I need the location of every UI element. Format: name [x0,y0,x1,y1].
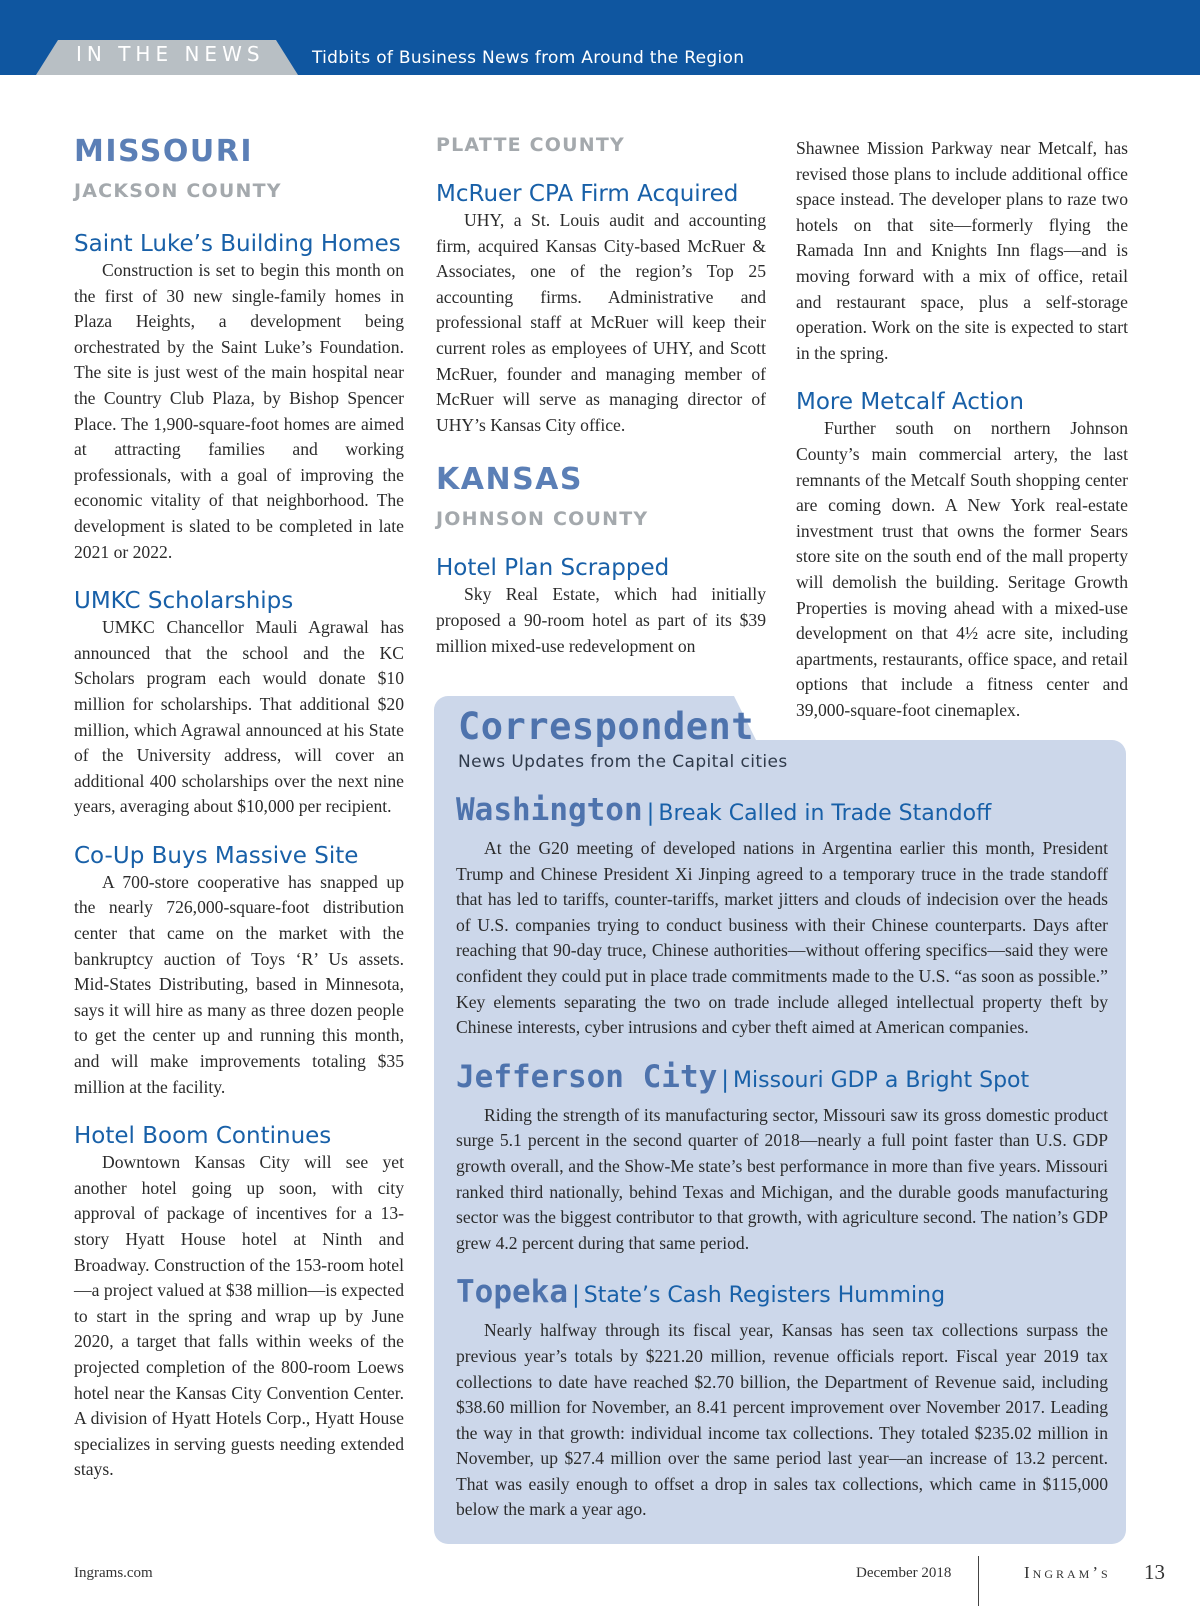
dispatch-body: At the G20 meeting of developed nations in Argentina earlier this month, President Trump and Chinese President Xi Jinping agreed to a temporary truce in the trade standoff that has led to tariffs, counter-tariffs, market jitters and clouds of indecision over the heads of U.S. companies trying to conduct business with their Chinese counterparts. Days after reaching that 90-day truce, Chinese authorities—without offering specifics—said they were confident they could put in place trade commitments made to the U.S. “as soon as possible.” Key elements separating the two on trade include alleged intellectual property theft by Chinese interests, cyber intrusions and cyber theft aimed at American companies. [456,838,1108,1038]
article-body: A 700-store cooperative has snapped up the nearly 726,000-square-foot distribution center that came on the market with the bankruptcy auction of Toys ‘R’ Us assets. Mid-States Distributing, based in Minnesota, says it will hire as many as three dozen people to get the center up and running this month, and will make improvements totaling $35 million at the facility. [74,871,404,1097]
dispatch-city: Washington [456,792,643,828]
section-label: IN THE NEWS [76,42,265,66]
article-body: Downtown Kansas City will see yet another hotel going up soon, with city approval of package of incentives for a 13-story Hyatt House hotel at Ninth and Broadway. Construction of the 153-room hotel—a project valued at $38 million—is expected to start in the spring and wrap up by June 2020, a target that falls within weeks of the projected completion of the 800-room Loews hotel near the Kansas City Convention Center. A division of Hyatt Hotels Corp., Hyatt House specializes in serving guests needing extended stays. [74,1152,404,1480]
article-headline: More Metcalf Action [796,389,1024,416]
dispatch-headline: Break Called in Trade Standoff [658,801,992,826]
state-heading-kansas: KANSAS [436,462,584,498]
dispatch-body: Riding the strength of its manufacturing sector, Missouri saw its gross domestic product surge 5.1 percent in the second quarter of 2018—nearly a full point faster than U.S. GDP growth overall, and the Show-Me state’s best performance in more than five years. Missouri ranked third nationally, behind Texas and Michigan, and the durable goods manufacturing sector was the biggest contributor to that growth, with agriculture second. The nation’s GDP grew 4.2 percent during that same period. [456,1104,1108,1253]
article-headline: Hotel Plan Scrapped [436,555,670,582]
middle-column [436,132,766,659]
banner-tagline: Tidbits of Business News from Around the Region [312,48,745,68]
correspondent-subtitle: News Updates from the Capital cities [458,752,788,772]
dispatch-heading [456,792,1108,834]
article-headline: Co-Up Buys Massive Site [74,842,359,869]
article-body: UHY, a St. Louis audit and accounting firm, acquired Kansas City-based McRuer & Associates, one of the region’s Top 25 accounting firms. Administrative and professional staff at McRuer will keep their current roles as employees of UHY, and Scott McRuer, founder and managing member of McRuer will serve as managing director of UHY’s Kansas City office. [436,210,766,435]
missouri-column [74,132,404,1483]
state-heading-missouri: MISSOURI [74,134,254,169]
correspondent-title: Correspondent [458,705,755,748]
correspondent-content [456,792,1108,1541]
footer-magazine: Ingram’s [1024,1563,1111,1582]
dispatch-body: Nearly halfway through its fiscal year, Kansas has seen tax collections surpass the previous year’s totals by $221.20 million, revenue officials report. Fiscal year 2019 tax collections to date have reached $2.70 billion, the Department of Revenue said, including $38.60 million for November, an 8.41 percent improvement over November 2017. Leading the way in that growth: individual income tax collections. They totaled $235.02 million in November, up $27.4 million over the same period last year—an increase of 13.2 percent. That was easily enough to offset a drop in sales tax collections, which came in $115,000 below the mark a year ago. [456,1320,1108,1520]
footer-date: December 2018 [856,1565,952,1581]
page-number: 13 [1144,1560,1165,1584]
dispatch-city: Jefferson City [456,1058,718,1095]
county-heading-platte: PLATTE COUNTY [436,134,625,156]
dispatch-separator: | [646,800,655,826]
footer-divider [978,1556,979,1606]
county-heading-johnson: JOHNSON COUNTY [436,508,649,531]
dispatch-headline: Missouri GDP a Bright Spot [733,1067,1030,1093]
article-headline: Saint Luke’s Building Homes [74,231,401,257]
article-body: UMKC Chancellor Mauli Agrawal has announced that the school and the KC Scholars program each would donate $10 million for scholarships. That additional $20 million, which Agrawal announced at his State of the University address, will cover an additional 400 scholarships over the next nine years, averaging about $10,000 per recipient. [74,617,404,817]
article-body: Construction is set to begin this month on the first of 30 new single-family homes in Plaza Heights, a development being orchestrated by the Saint Luke’s Foundation. The site is just west of the main hospital near the Country Club Plaza, by Bishop Spencer Place. The 1,900-square-foot homes are aimed at attracting families and working professionals, with a goal of improving the economic vitality of that neighborhood. The development is slated to be completed in late 2021 or 2022. [74,260,404,562]
dispatch-heading [456,1274,1108,1316]
article-body: Sky Real Estate, which had initially proposed a 90-room hotel as part of its $39 million mixed-use redevelopment on [436,584,766,656]
article-headline: McRuer CPA Firm Acquired [436,181,739,207]
article-headline: UMKC Scholarships [74,588,294,615]
right-column [796,136,1128,723]
article-headline: Hotel Boom Continues [74,1123,332,1150]
dispatch-city: Topeka [456,1274,568,1311]
dispatch-headline: State’s Cash Registers Humming [583,1283,946,1309]
article-body: Further south on northern Johnson County’s main commercial artery, the last remnants of the Metcalf South shopping center are coming down. A New York real-estate investment trust that owns the former Sears store site on the south end of the mall property will demolish the building. Seritage Growth Properties is moving ahead with a mixed-use development on that 4½ acre site, including apartments, restaurants, office space, and retail options that include a fitness center and 39,000-square-foot cinemaplex. [796,418,1128,720]
dispatch-separator: | [571,1282,580,1309]
county-heading-jackson: JACKSON COUNTY [74,180,282,202]
dispatch-heading [456,1059,1108,1101]
dispatch-separator: | [721,1066,730,1093]
article-body-continued: Shawnee Mission Parkway near Metcalf, has revised those plans to include additional office space instead. The developer plans to raze two hotels on that site—formerly flying the Ramada Inn and Knights Inn flags—and is moving forward with a mix of office, retail and restaurant space, plus a self-storage operation. Work on the site is expected to start in the spring. [796,138,1128,363]
footer-site: Ingrams.com [74,1565,153,1581]
